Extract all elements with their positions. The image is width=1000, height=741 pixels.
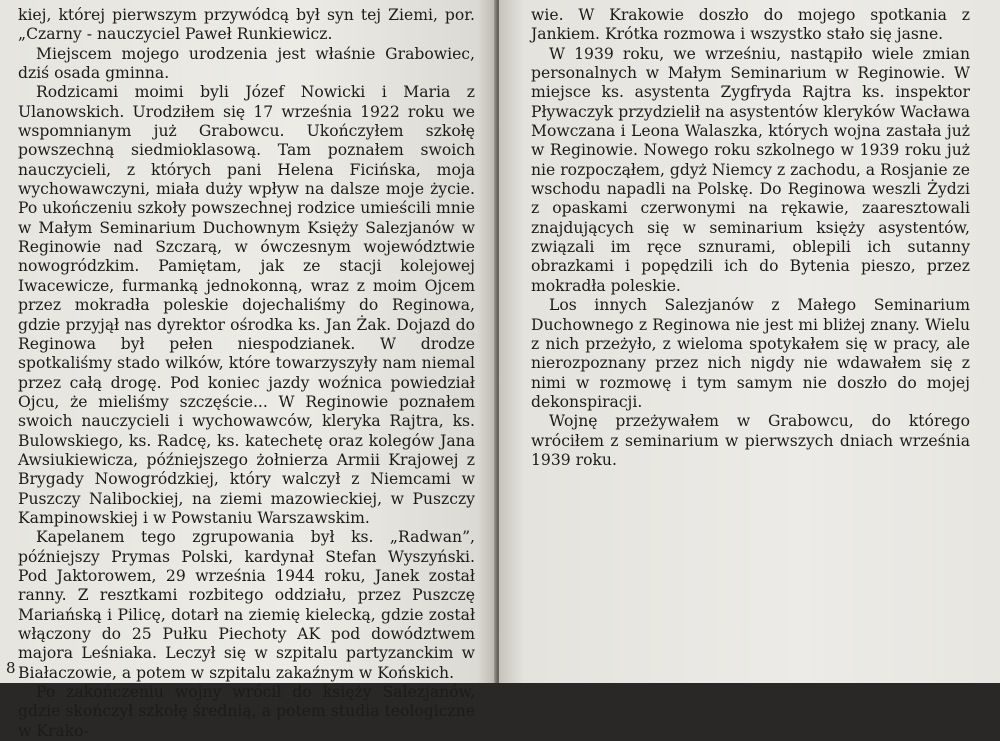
paragraph: Miejscem mojego urodzenia jest właśnie Grabowiec, dziś osada gminna. xyxy=(18,44,475,83)
paragraph: kiej, której pierwszym przywódcą był syn tej Ziemi, por. „Czarny - nauczyciel Paweł Runkiewicz. xyxy=(18,6,475,44)
paragraph: Wojnę przeżywałem w Grabowcu, do którego wróciłem z seminarium w pierwszych dniach września 1939 roku. xyxy=(531,412,970,469)
left-page-text xyxy=(18,6,475,741)
paragraph: Rodzicami moimi byli Józef Nowicki i Maria z Ulanowskich. Urodziłem się 17 września 1922 roku we wspomnianym już Grabowcu. Ukończyłem szkołę powszechną siedmioklasową. Tam poznałem swoich nauczycieli, z których pani Helena Ficińska, moja wychowawczyni, miała duży wpływ na dalsze moje życie. Po ukończeniu szkoły powszechnej rodzice umieścili mnie w Małym Seminarium Duchownym Księży Salezjanów w Reginowie nad Szczarą, w ówczesnym województwie nowogródzkim. Pamiętam, jak ze stacji kolejowej Iwacewicze, furmanką jednokonną, wraz z moim Ojcem przez mokradła poleskie dojechaliśmy do Reginowa, gdzie przyjął nas dyrektor ośrodka ks. Jan Żak. Dojazd do Reginowa był pełen niespodzianek. W drodze spotkaliśmy stado wilków, które towarzyszyły nam niemal przez całą drogę. Pod koniec jazdy woźnica powiedział Ojcu, że mieliśmy szczęście... W Reginowie poznałem swoich nauczycieli i wychowawców, kleryka Rajtra, ks. Bulowskiego, ks. Radcę, ks. katechetę oraz kolegów Jana Awsiukiewicza, późniejszego żołnierza Armii Krajowej z Brygady Nowogródzkiej, który walczył z Niemcami w Puszczy Nalibockiej, na ziemi mazowieckiej, w Puszczy Kampinowskiej i w Powstaniu Warszawskim. xyxy=(18,83,475,527)
paragraph: W 1939 roku, we wrześniu, nastąpiło wiele zmian personalnych w Małym Seminarium w Reginowie. W miejsce ks. asystenta Zygfryda Rajtra ks. inspektor Pływaczyk przydzielił na asystentów kleryków Wacława Mowczana i Leona Walaszka, których wojna zastała już w Reginowie. Nowego roku szkolnego w 1939 roku już nie rozpocząłem, gdyż Niemcy z zachodu, a Rosjanie ze wschodu napadli na Polskę. Do Reginowa weszli Żydzi z opaskami czerwonymi na rękawie, zaaresztowali znajdujących się w seminarium księży asystentów, związali im ręce sznurami, oblepili ich sutanny obrazkami i popędzili ich do Bytenia pieszo, przez mokradła poleskie. xyxy=(531,44,970,295)
right-page xyxy=(499,0,1000,683)
page-number: 8 xyxy=(6,659,16,677)
paragraph: Kapelanem tego zgrupowania był ks. „Radwan”, późniejszy Prymas Polski, kardynał Stefan Wyszyński. Pod Jaktorowem, 29 września 1944 roku, Janek został ranny. Z resztkami rozbitego oddziału, przez Puszczę Mariańską i Pilicę, dotarł na ziemię kielecką, gdzie został włączony do 25 Pułku Piechoty AK pod dowództwem majora Leśniaka. Leczył się w szpitalu partyzanckim w Białaczowie, a potem w szpitalu zakaźnym w Końskich. xyxy=(18,528,475,682)
paragraph: Los innych Salezjanów z Małego Seminarium Duchownego z Reginowa nie jest mi bliżej znany. Wielu z nich przeżyło, z wieloma spotykałem się w pracy, ale nierozpoznany przez nich nigdy nie wdawałem się z nimi w rozmowę i tym samym nie doszło do mojej dekonspiracji. xyxy=(531,296,970,411)
paragraph: Po zakończeniu wojny wrócił do księży Salezjanów, gdzie skończył szkołę średnią, a potem studia teologiczne w Krako- xyxy=(18,683,475,740)
paragraph: wie. W Krakowie doszło do mojego spotkania z Jankiem. Krótka rozmowa i wszystko stało się jasne. xyxy=(531,6,970,44)
right-page-text xyxy=(531,6,970,470)
left-page xyxy=(0,0,497,740)
